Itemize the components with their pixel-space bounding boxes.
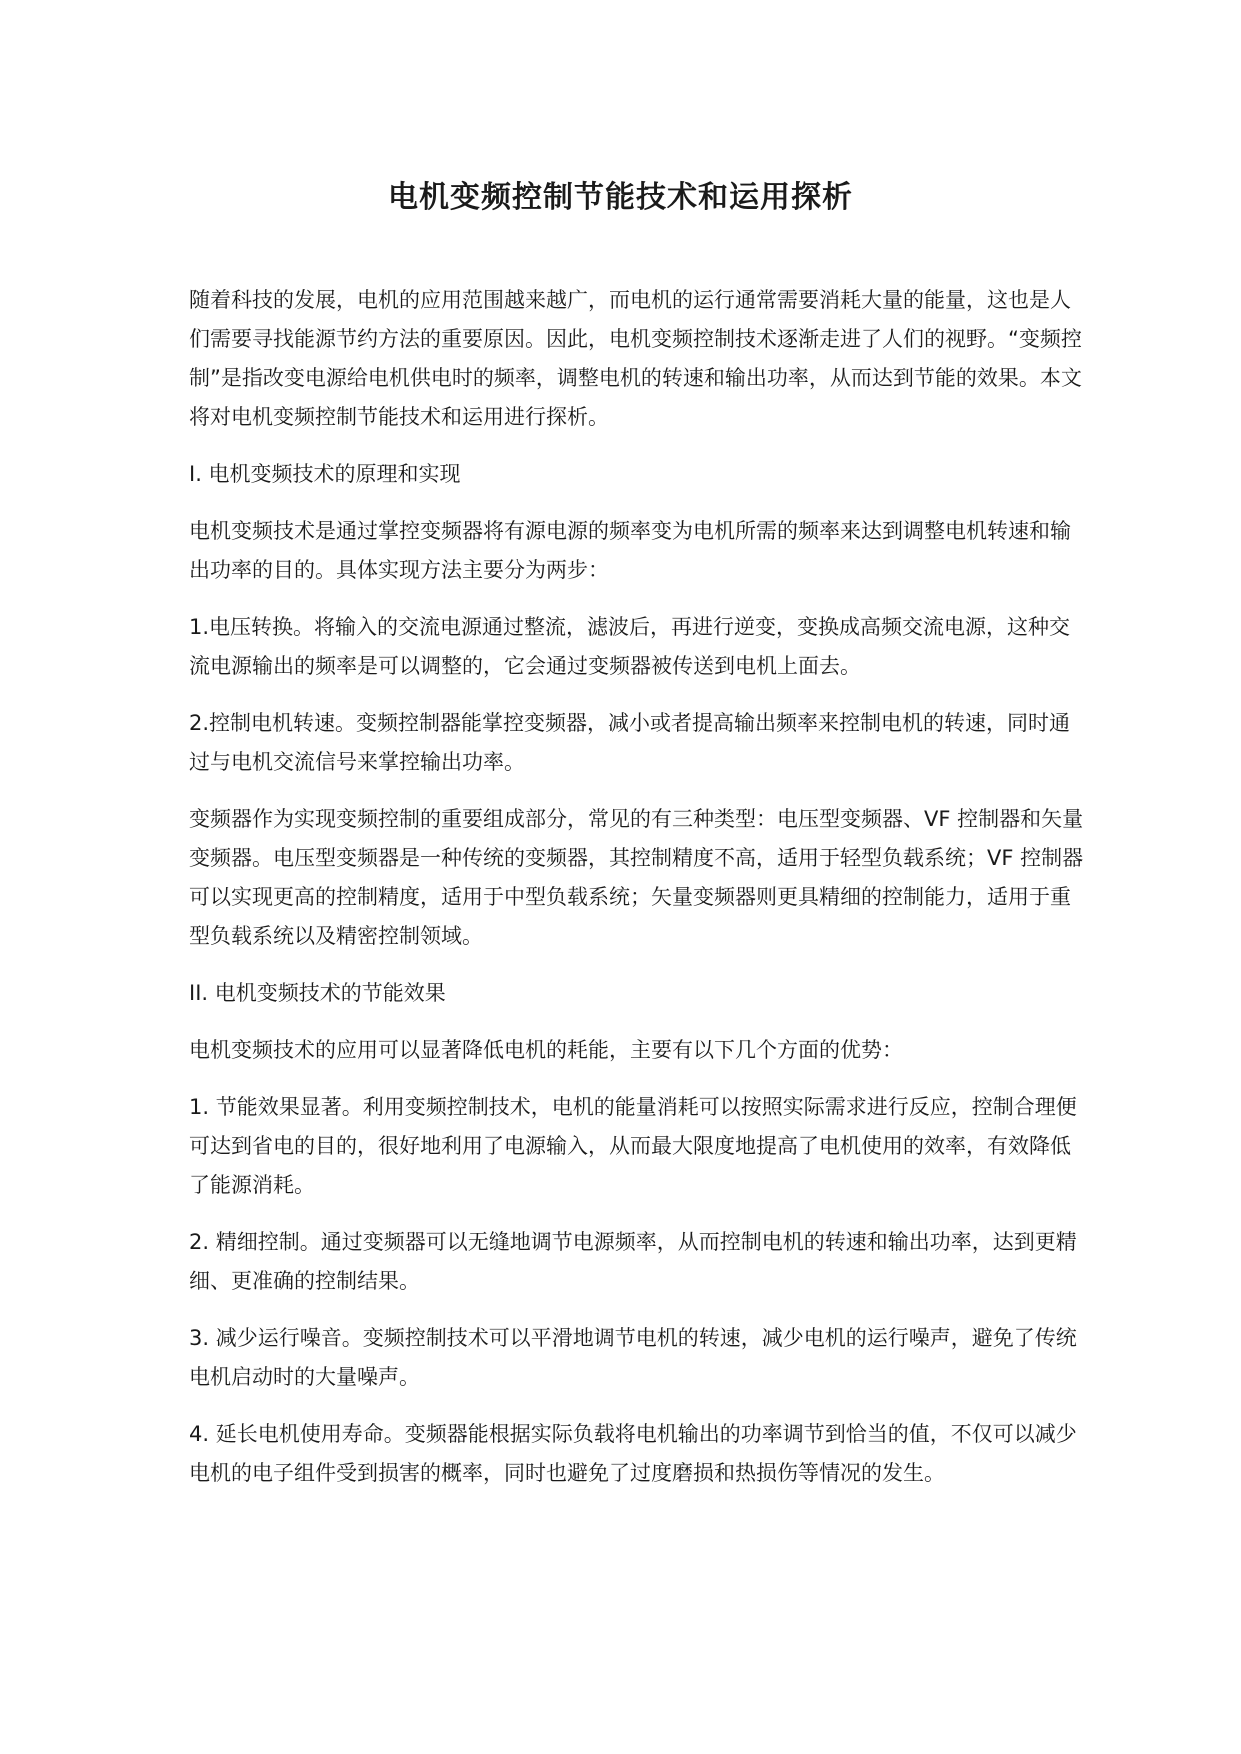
document-body <box>189 281 1084 1511</box>
intro-paragraph: 随着科技的发展，电机的应用范围越来越广，而电机的运行通常需要消耗大量的能量，这也是人们需要寻找能源节约方法的重要原因。因此，电机变频控制技术逐渐走进了人们的视野。“变频控制”是指改变电源给电机供电时的频率，调整电机的转速和输出功率，从而达到节能的效果。本文将对电机变频控制节能技术和运用进行探析。 <box>189 288 1082 429</box>
advantage-paragraph: 4. 延长电机使用寿命。变频器能根据实际负载将电机输出的功率调节到恰当的值，不仅可以减少电机的电子组件受到损害的概率，同时也避免了过度磨损和热损伤等情况的发生。 <box>189 1422 1077 1485</box>
step-paragraph: 1.电压转换。将输入的交流电源通过整流，滤波后，再进行逆变，变换成高频交流电源，这种交流电源输出的频率是可以调整的，它会通过变频器被传送到电机上面去。 <box>189 615 1071 678</box>
section-heading-principle: I. 电机变频技术的原理和实现 <box>189 462 461 486</box>
section-heading-energy-saving: II. 电机变频技术的节能效果 <box>189 981 446 1005</box>
step-paragraph: 2.控制电机转速。变频控制器能掌控变频器，减小或者提高输出频率来控制电机的转速，同时通过与电机交流信号来掌控输出功率。 <box>189 711 1071 774</box>
section2-intro-paragraph: 电机变频技术的应用可以显著降低电机的耗能，主要有以下几个方面的优势： <box>189 1038 903 1062</box>
advantage-paragraph: 3. 减少运行噪音。变频控制技术可以平滑地调节电机的转速，减少电机的运行噪声，避免了传统电机启动时的大量噪声。 <box>189 1326 1077 1389</box>
advantage-paragraph: 1. 节能效果显著。利用变频控制技术，电机的能量消耗可以按照实际需求进行反应，控制合理便可达到省电的目的，很好地利用了电源输入，从而最大限度地提高了电机使用的效率，有效降低了能源消耗。 <box>189 1095 1077 1197</box>
advantage-paragraph: 2. 精细控制。通过变频器可以无缝地调节电源频率，从而控制电机的转速和输出功率，达到更精细、更准确的控制结果。 <box>189 1230 1077 1293</box>
section1-intro-paragraph: 电机变频技术是通过掌控变频器将有源电源的频率变为电机所需的频率来达到调整电机转速和输出功率的目的。具体实现方法主要分为两步： <box>189 519 1071 582</box>
document-title: 电机变频控制节能技术和运用探析 <box>388 180 853 215</box>
converter-types-paragraph: 变频器作为实现变频控制的重要组成部分，常见的有三种类型：电压型变频器、VF 控制器和矢量变频器。电压型变频器是一种传统的变频器，其控制精度不高，适用于轻型负载系统；VF 控制器可以实现更高的控制精度，适用于中型负载系统；矢量变频器则更具精细的控制能力，适用于重型负载系统以及精密控制领域。 <box>189 807 1084 948</box>
